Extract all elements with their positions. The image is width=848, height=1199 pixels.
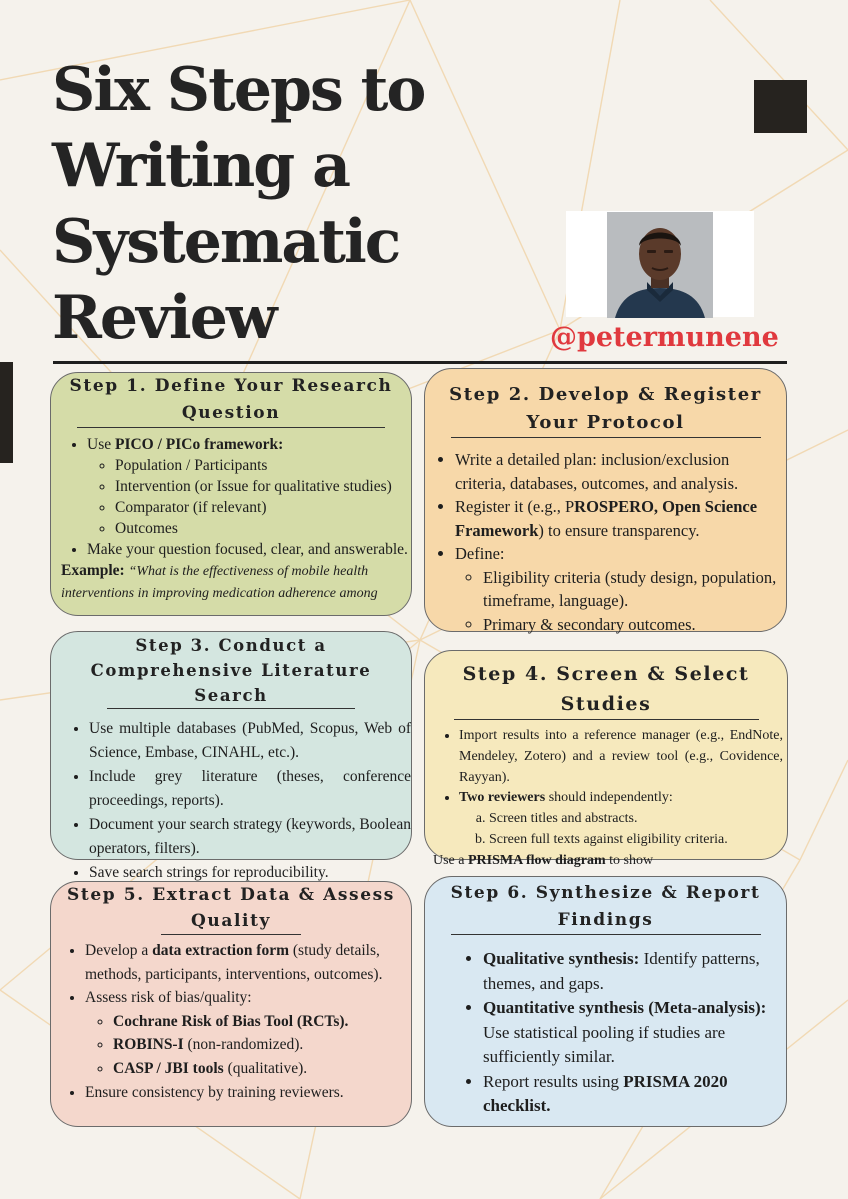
- step5-heading: Step 5. Extract Data & Assess Quality: [67, 885, 395, 931]
- list-item: • Save search strings for reproducibility.: [89, 861, 411, 885]
- list-item: • Assess risk of bias/quality: ◦ Cochrane Risk of Bias Tool (RCTs). ◦ ROBINS-I (non-randomized). ◦ CASP / JBI tools (qualitative).: [85, 986, 407, 1080]
- step6-list: [425, 947, 786, 1119]
- list-item: ◦ Population / Participants: [115, 455, 411, 476]
- step1-example: Example: “What is the effectiveness of mobile health interventions in improving medication adherence among: [61, 562, 378, 601]
- list-item: ◦ Primary & secondary outcomes.: [483, 613, 780, 637]
- list-item: ◦ CASP / JBI tools (qualitative).: [113, 1057, 407, 1081]
- step4-list: [425, 726, 787, 851]
- list-item: • Qualitative synthesis: Identify patterns, themes, and gaps.: [483, 947, 776, 996]
- list-item: • Include grey literature (theses, conference proceedings, reports).: [89, 765, 411, 813]
- step1-card: [50, 372, 412, 616]
- step3-card: [50, 631, 412, 881]
- list-item: a. Screen titles and abstracts.: [489, 809, 783, 830]
- list-item: • Report results using PRISMA 2020 checklist.: [483, 1070, 776, 1119]
- list-item: • Write a detailed plan: inclusion/exclusion criteria, databases, outcomes, and analysis.: [455, 448, 780, 495]
- divider-line: [53, 361, 787, 364]
- list-item: ◦ Cochrane Risk of Bias Tool (RCTs).: [113, 1010, 407, 1034]
- list-item: • Register it (e.g., PROSPERO, Open Science Framework) to ensure transparency.: [455, 495, 780, 542]
- step4-sublist: [459, 809, 783, 851]
- step2-list: [425, 448, 786, 636]
- step3-list: [51, 717, 411, 885]
- step6-card: [424, 876, 787, 1127]
- corner-square: [754, 80, 807, 133]
- step1-heading-underline: [77, 427, 385, 428]
- step1-list: [51, 434, 411, 560]
- person-silhouette-icon: [607, 212, 713, 318]
- step6-heading: Step 6. Synthesize & Report Findings: [450, 883, 761, 930]
- step5-list: [51, 939, 411, 1104]
- step2-heading: Step 2. Develop & Register Your Protocol: [449, 384, 762, 433]
- step5-heading-underline: [161, 934, 301, 935]
- list-item: • Develop a data extraction form (study details, methods, participants, interventions, outcomes).: [85, 939, 407, 986]
- step4-heading: Step 4. Screen & Select Studies: [462, 663, 750, 715]
- list-item: b. Screen full texts against eligibility criteria.: [489, 830, 783, 851]
- step4-prisma-note: Use a PRISMA flow diagram to show: [433, 852, 654, 868]
- list-item: ◦ Comparator (if relevant): [115, 497, 411, 518]
- list-item: ◦ Eligibility criteria (study design, population, timeframe, language).: [483, 566, 780, 613]
- step4-card: [424, 650, 788, 868]
- list-item: • Ensure consistency by training reviewers.: [85, 1081, 407, 1105]
- avatar: [607, 212, 713, 318]
- list-item: • Make your question focused, clear, and answerable.: [87, 539, 411, 560]
- list-item: • Two reviewers should independently: a. Screen titles and abstracts. b. Screen full texts against eligibility criteria.: [459, 788, 783, 850]
- step2-card: [424, 368, 787, 632]
- step1-sublist: [87, 455, 411, 539]
- list-item: • Define: ◦ Eligibility criteria (study design, population, timeframe, language). ◦ Primary & secondary outcomes.: [455, 542, 780, 636]
- step5-card: [50, 881, 412, 1127]
- step6-heading-underline: [451, 934, 761, 935]
- list-item: ◦ Intervention (or Issue for qualitative studies): [115, 476, 411, 497]
- step3-heading: Step 3. Conduct a Comprehensive Literature Search: [90, 636, 372, 705]
- author-photo-frame: [566, 211, 754, 317]
- list-item: • Use PICO / PICo framework: ◦ Population / Participants ◦ Intervention (or Issue for qualitative studies) ◦ Comparator (if relevant) ◦ Outcomes: [87, 434, 411, 539]
- list-item: ◦ Outcomes: [115, 518, 411, 539]
- left-edge-bar: [0, 362, 13, 463]
- step3-heading-underline: [107, 708, 355, 709]
- step1-heading: Step 1. Define Your Research Question: [69, 376, 393, 423]
- page-title: Six Steps to Writing a Systematic Review: [52, 55, 425, 353]
- list-item: • Use multiple databases (PubMed, Scopus, Web of Science, Embase, CINAHL, etc.).: [89, 717, 411, 765]
- step2-sublist: [455, 566, 780, 637]
- step4-heading-underline: [454, 719, 759, 720]
- step2-heading-underline: [451, 437, 761, 438]
- list-item: • Import results into a reference manager (e.g., EndNote, Mendeley, Zotero) and a review tool (e.g., Covidence, Rayyan).: [459, 726, 783, 788]
- list-item: • Quantitative synthesis (Meta-analysis): Use statistical pooling if studies are sufficiently similar.: [483, 996, 776, 1070]
- step5-sublist: [85, 1010, 407, 1081]
- list-item: ◦ ROBINS-I (non-randomized).: [113, 1033, 407, 1057]
- list-item: • Document your search strategy (keywords, Boolean operators, filters).: [89, 813, 411, 861]
- social-handle: @petermunene: [550, 322, 779, 353]
